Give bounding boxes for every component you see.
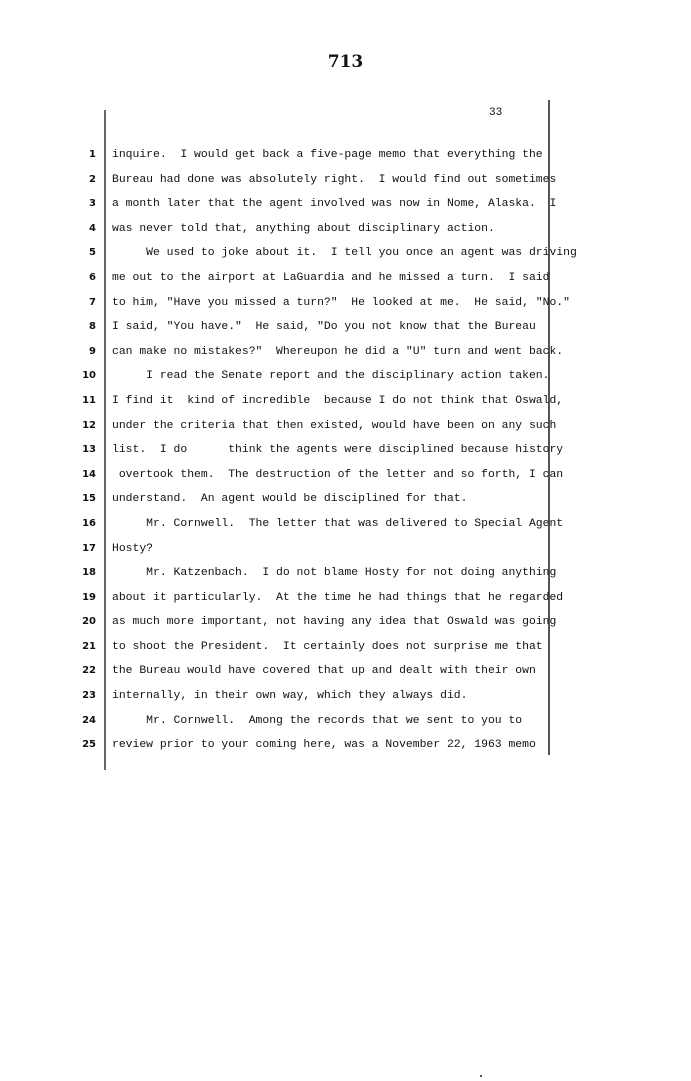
transcript-line: inquire. I would get back a five-page memo that everything the — [112, 149, 543, 161]
transcript-line: me out to the airport at LaGuardia and he missed a turn. I said — [112, 271, 550, 284]
transcript-line: was never told that, anything about disciplinary action. — [112, 222, 495, 235]
transcript-line: understand. An agent would be disciplined for that. — [112, 493, 468, 506]
line-number: 12 — [82, 419, 96, 431]
transcript-line: Hosty? — [112, 542, 154, 555]
transcript-body — [112, 143, 577, 758]
transcript-line: Mr. Katzenbach. I do not blame Hosty for not doing anything — [112, 567, 557, 580]
line-number: 17 — [82, 542, 96, 554]
transcript-line: Mr. Cornwell. The letter that was delivered to Special Agent — [112, 517, 564, 530]
line-number: 24 — [82, 714, 96, 726]
line-number: 11 — [82, 394, 96, 406]
transcript-line: to shoot the President. It certainly does not surprise me that — [112, 640, 543, 653]
transcript-line: internally, in their own way, which they always did. — [112, 690, 468, 703]
transcript-line: We used to joke about it. I tell you once an agent was driving — [112, 247, 577, 260]
transcript-line: as much more important, not having any idea that Oswald was going — [112, 616, 557, 629]
line-number: 19 — [82, 591, 96, 603]
line-number: 9 — [89, 345, 96, 357]
line-number: 16 — [82, 517, 96, 529]
line-number: 8 — [89, 321, 96, 333]
line-number: 14 — [82, 468, 96, 480]
transcript-line: I read the Senate report and the disciplinary action taken. — [112, 370, 550, 383]
transcript-line: to him, "Have you missed a turn?" He looked at me. He said, "No." — [112, 296, 570, 309]
line-number: 13 — [82, 444, 96, 456]
line-number: 22 — [82, 665, 96, 677]
line-number: 3 — [89, 198, 96, 210]
line-number: 23 — [82, 690, 96, 702]
line-number: 6 — [89, 271, 96, 283]
line-number: 15 — [82, 493, 96, 505]
left-margin-rule — [104, 110, 106, 770]
line-number: 2 — [89, 173, 96, 185]
transcript-page-number: 33 — [489, 107, 503, 119]
line-number-column — [78, 143, 96, 758]
line-number: 4 — [89, 222, 96, 234]
transcript-line: list. I do think the agents were disciplined because history — [112, 444, 564, 457]
transcript-line: Bureau had done was absolutely right. I would find out sometimes — [112, 173, 557, 186]
line-number: 18 — [82, 567, 96, 579]
line-number: 10 — [82, 370, 96, 382]
line-number: 21 — [82, 640, 96, 652]
page-number: 713 — [327, 52, 364, 72]
line-number: 1 — [89, 149, 96, 160]
line-number: 7 — [89, 296, 96, 308]
transcript-line: about it particularly. At the time he had things that he regarded — [112, 591, 564, 604]
transcript-line: Mr. Cornwell. Among the records that we sent to you to — [112, 714, 523, 727]
line-number: 25 — [82, 739, 96, 751]
transcript-line: the Bureau would have covered that up and dealt with their own — [112, 665, 536, 678]
transcript-line: can make no mistakes?" Whereupon he did a "U" turn and went back. — [112, 345, 564, 358]
transcript-line: overtook them. The destruction of the letter and so forth, I can — [112, 468, 564, 481]
transcript-line: a month later that the agent involved was now in Nome, Alaska. I — [112, 198, 557, 211]
transcript-line: I said, "You have." He said, "Do you not know that the Bureau — [112, 321, 536, 334]
scan-speck — [480, 1075, 482, 1077]
transcript-line: review prior to your coming here, was a November 22, 1963 memo — [112, 739, 536, 752]
transcript-line: under the criteria that then existed, would have been on any such — [112, 419, 557, 432]
transcript-line: I find it kind of incredible because I do not think that Oswald, — [112, 394, 564, 407]
line-number: 5 — [89, 247, 96, 259]
line-number: 20 — [82, 616, 96, 628]
